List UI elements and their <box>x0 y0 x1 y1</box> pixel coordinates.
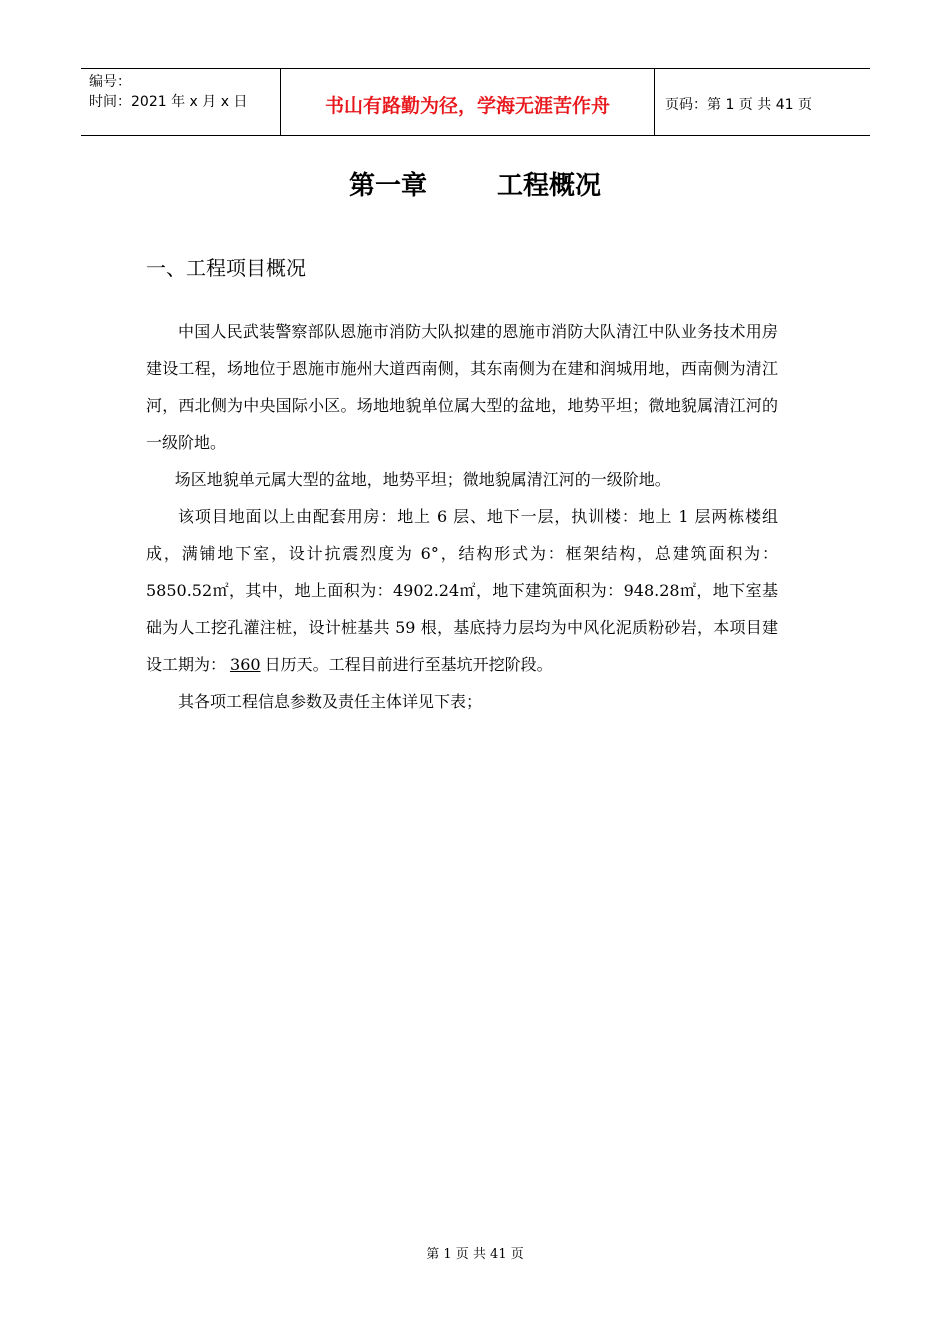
header-page-info: 页码：第 1 页 共 41 页 <box>665 97 812 113</box>
serial-label: 编号： <box>89 74 131 90</box>
document-header <box>81 68 870 136</box>
header-meta-cell <box>81 69 281 135</box>
body-text <box>146 313 778 720</box>
paragraph-3 <box>146 498 778 683</box>
construction-duration: 360 <box>230 655 261 674</box>
chapter-number: 第一章 <box>348 171 427 201</box>
paragraph-4: 其各项工程信息参数及责任主体详见下表； <box>178 692 483 711</box>
paragraph-3-after: 日历天。工程目前进行至基坑开挖阶段。 <box>264 655 553 674</box>
paragraph-1: 中国人民武装警察部队恩施市消防大队拟建的恩施市消防大队清江中队业务技术用房建设工程，场地位于恩施市施州大道西南侧，其东南侧为在建和润城用地，西南侧为清江河，西北侧为中央国际小区。场地地貌单位属大型的盆地，地势平坦；微地貌属清江河的一级阶地。 <box>146 322 778 452</box>
section-heading: 一、工程项目概况 <box>146 256 306 280</box>
chapter-name: 工程概况 <box>497 171 602 201</box>
paragraph-2: 场区地貌单元属大型的盆地，地势平坦；微地貌属清江河的一级阶地。 <box>174 470 671 489</box>
time-label: 时间：2021 年 x 月 x 日 <box>89 94 248 110</box>
page-footer: 第 1 页 共 41 页 <box>426 1247 524 1262</box>
header-motto: 书山有路勤为径，学海无涯苦作舟 <box>281 69 655 135</box>
chapter-title <box>0 166 950 206</box>
paragraph-3-before: 该项目地面以上由配套用房：地上 6 层、地下一层，执训楼：地上 1 层两栋楼组成，满铺地下室，设计抗震烈度为 6°，结构形式为：框架结构，总建筑面积为：5850.52㎡，其中，地上面积为：4902.24㎡，地下建筑面积为：948.28㎡，地下室基础为人工挖孔灌注桩，设计桩基共 59 根，基底持力层均为中风化泥质粉砂岩，本项目建设工期为： <box>146 507 778 674</box>
